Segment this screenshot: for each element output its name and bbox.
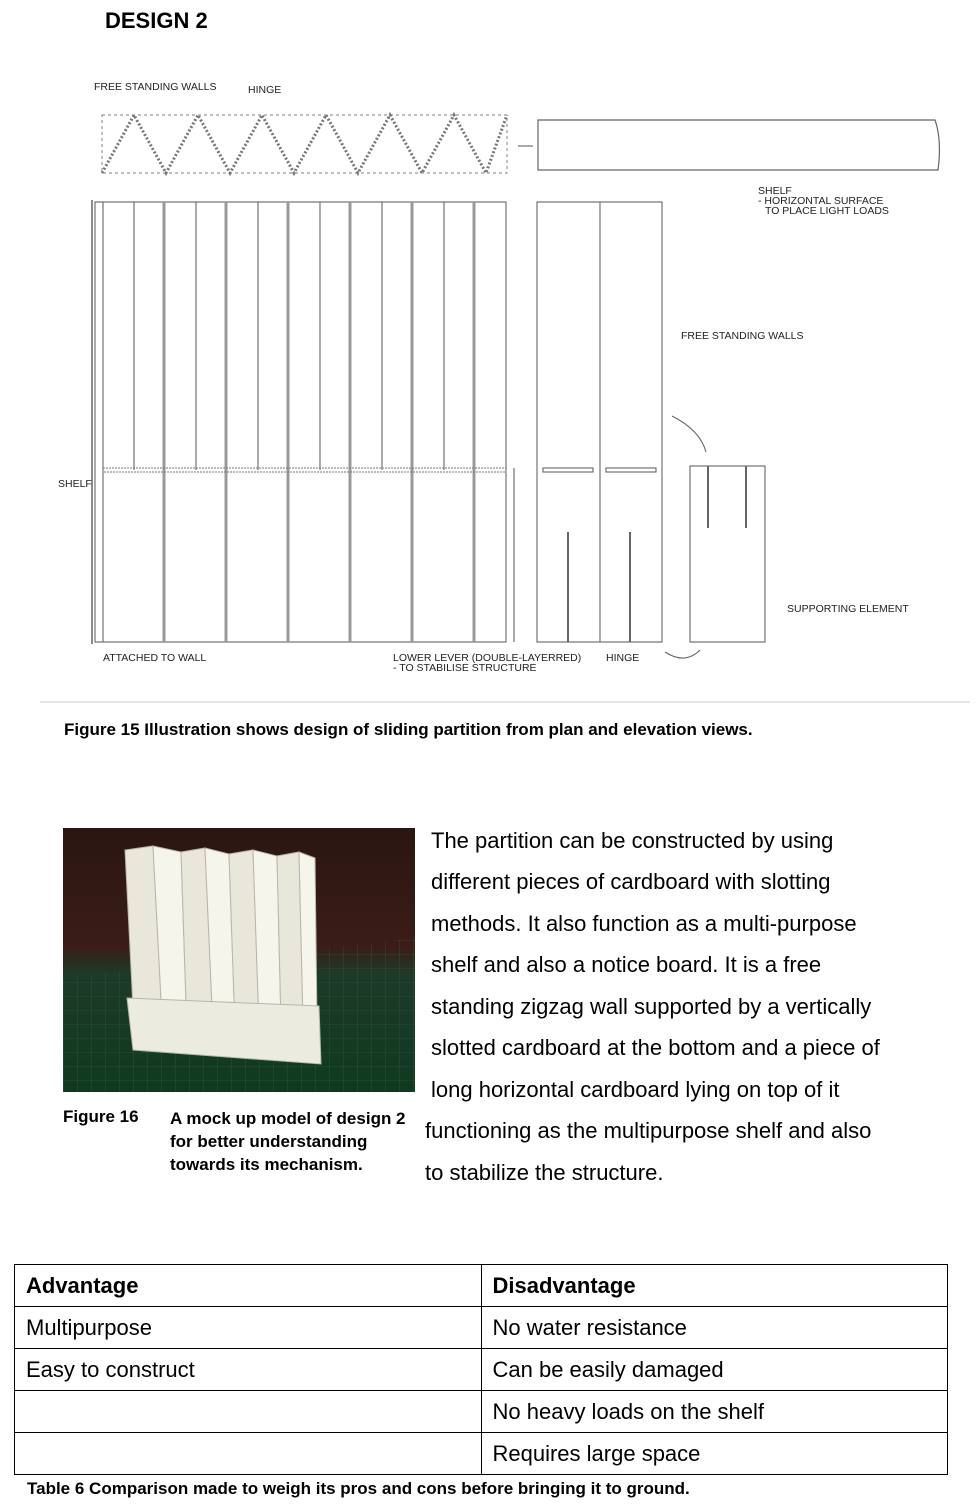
label-hinge-top: HINGE (248, 84, 282, 96)
table-cell (15, 1391, 482, 1433)
label-free-standing-walls-right: FREE STANDING WALLS (681, 330, 804, 342)
table-row (15, 1391, 948, 1433)
header-disadvantage: Disadvantage (481, 1265, 948, 1307)
label-lower-lever-2: - TO STABILISE STRUCTURE (393, 662, 537, 674)
label-shelf-right-2: - HORIZONTAL SURFACE (758, 195, 884, 207)
label-shelf-right-3: TO PLACE LIGHT LOADS (765, 205, 889, 217)
table-row (15, 1349, 948, 1391)
paragraph-line: functioning as the multipurpose shelf and also (425, 1118, 872, 1143)
figure-16-caption: A mock up model of design 2 for better understanding towards its mechanism. (170, 1109, 406, 1174)
label-shelf-left: SHELF (58, 478, 92, 490)
paragraph-line: long horizontal cardboard lying on top of it (431, 1077, 840, 1102)
label-hinge-bottom: HINGE (606, 652, 640, 664)
table-cell: Can be easily damaged (481, 1349, 948, 1391)
page-title: DESIGN 2 (105, 8, 208, 33)
label-attached-to-wall: ATTACHED TO WALL (103, 652, 207, 664)
paragraph-line: methods. It also function as a multi-purpose (431, 911, 857, 936)
table-row (15, 1307, 948, 1349)
shelf-plan (538, 120, 939, 170)
comparison-table (14, 1264, 948, 1475)
paragraph-line: shelf and also a notice board. It is a free (431, 952, 822, 977)
paragraph-line: to stabilize the structure. (425, 1160, 664, 1185)
plan-view-zigzag (102, 115, 507, 173)
label-supporting-element: SUPPORTING ELEMENT (787, 603, 909, 615)
table-cell: Easy to construct (15, 1349, 482, 1391)
label-free-standing-walls-top: FREE STANDING WALLS (94, 81, 217, 93)
label-lower-lever-1: LOWER LEVER (DOUBLE-LAYERRED) (393, 652, 582, 664)
table-row (15, 1433, 948, 1475)
header-advantage: Advantage (15, 1265, 482, 1307)
elevation-view (92, 200, 765, 658)
table-cell (15, 1433, 482, 1475)
paragraph-line: slotted cardboard at the bottom and a piece of (431, 1035, 880, 1060)
table-cell: Multipurpose (15, 1307, 482, 1349)
mockup-photo (63, 828, 415, 1092)
table-cell: Requires large space (481, 1433, 948, 1475)
table-cell: No heavy loads on the shelf (481, 1391, 948, 1433)
paragraph-line: standing zigzag wall supported by a vertically (431, 994, 872, 1019)
table-cell: No water resistance (481, 1307, 948, 1349)
label-shelf-right-1: SHELF (758, 185, 792, 197)
zigzag-model (125, 846, 321, 1064)
figure-16-label: Figure 16 (63, 1107, 139, 1126)
paragraph-line: The partition can be constructed by using (431, 828, 834, 853)
table-header-row (15, 1265, 948, 1307)
sliding-partition-drawing (40, 60, 970, 705)
table-6-caption: Table 6 Comparison made to weigh its pros and cons before bringing it to ground. (27, 1479, 690, 1498)
figure-15-caption: Figure 15 Illustration shows design of sliding partition from plan and elevation views. (64, 720, 753, 739)
paragraph-line: different pieces of cardboard with slotting (431, 869, 831, 894)
